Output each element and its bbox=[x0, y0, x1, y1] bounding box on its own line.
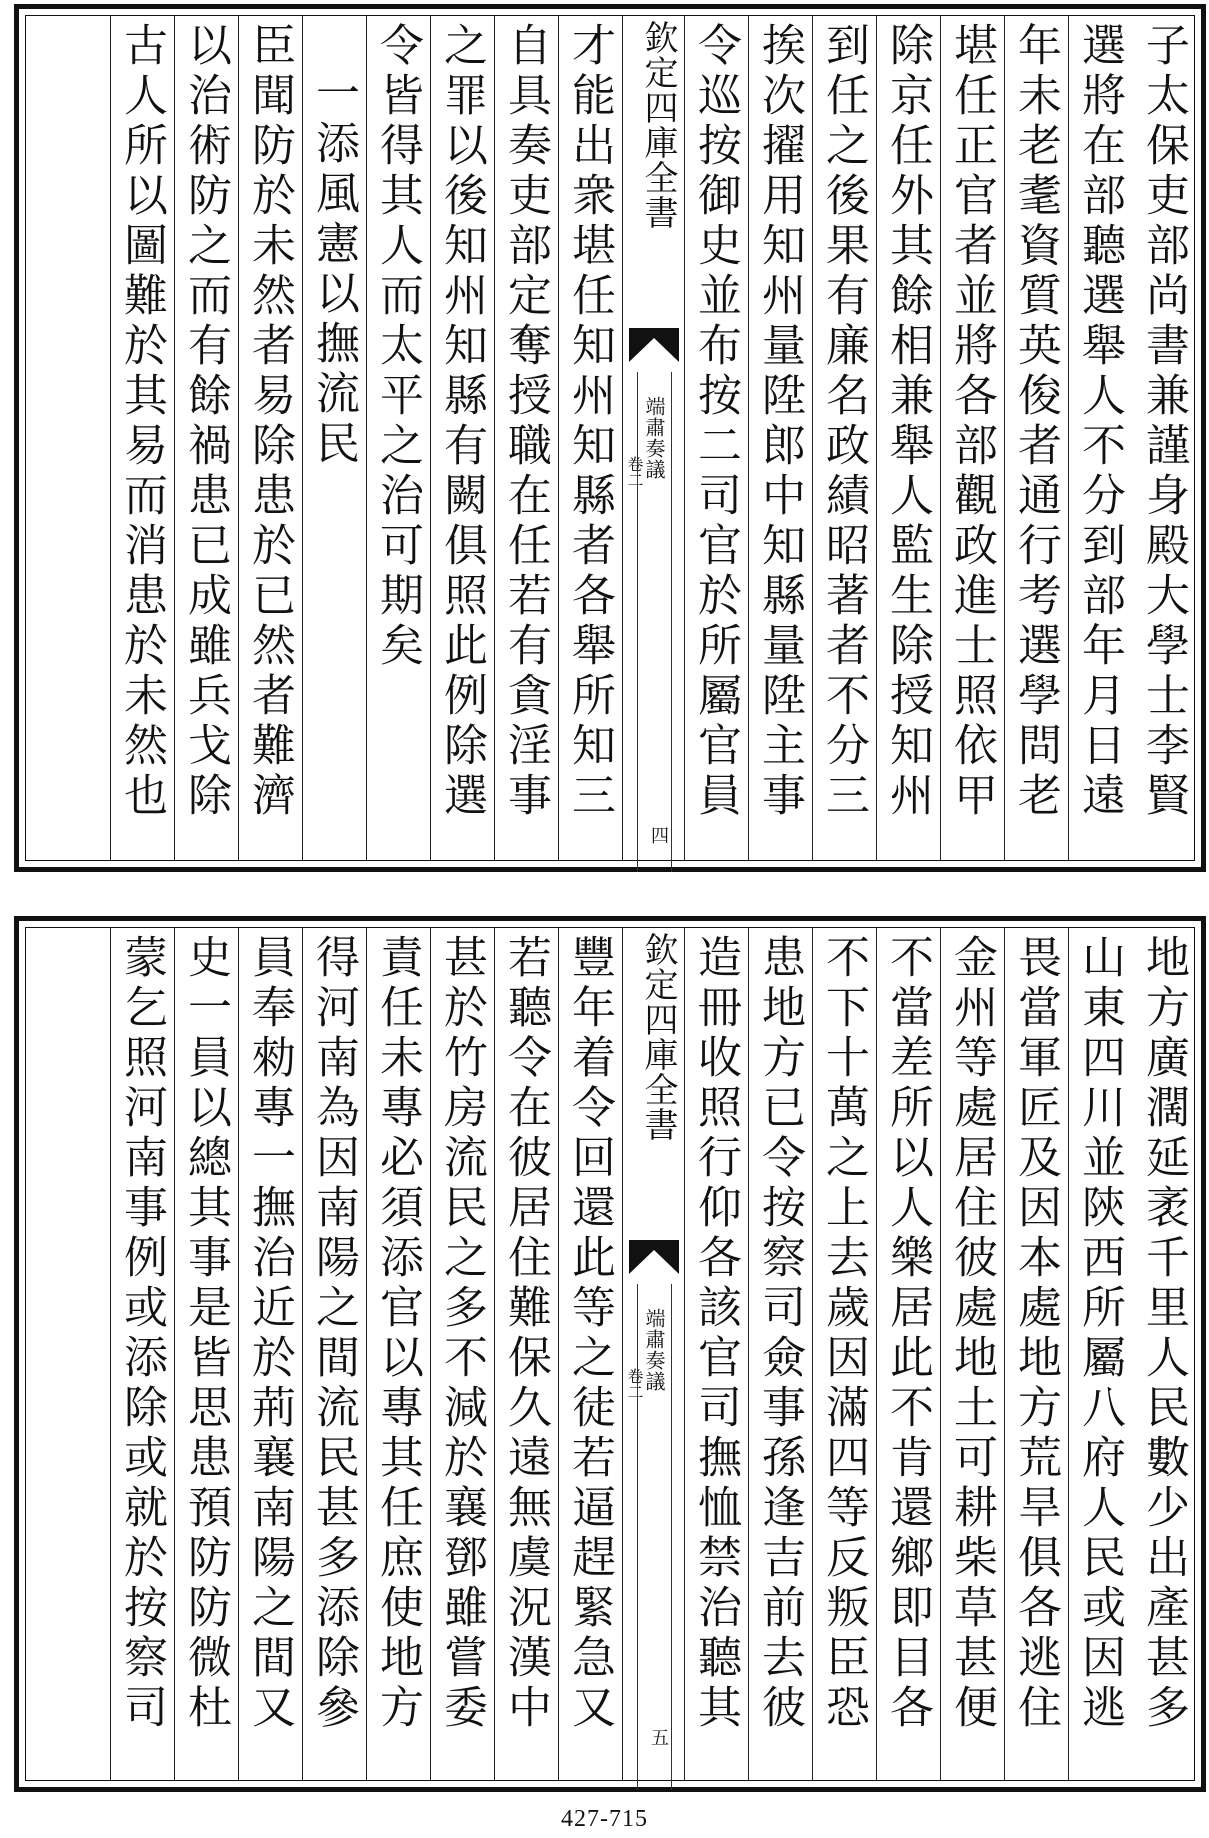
text-column: 到任之後果有廉名政績昭著者不分三 bbox=[812, 16, 876, 860]
text-column: 選將在部聽選舉人不分到部年月日遠 bbox=[1068, 16, 1132, 860]
text-column: 不當差所以人樂居此不肯還鄉即目各 bbox=[876, 928, 940, 1780]
fish-tail-mark-icon bbox=[629, 328, 679, 362]
catalog-page-number: 427-715 bbox=[561, 1806, 648, 1832]
text-column: 才能出衆堪任知州知縣者各舉所知三 bbox=[558, 16, 622, 860]
text-column: 山東四川並陝西所屬八府人民或因逃 bbox=[1068, 928, 1132, 1780]
text-column: 古人所以圖難於其易而消患於未然也 bbox=[110, 16, 174, 860]
text-column: 得河南為因南陽之間流民甚多添除參 bbox=[302, 928, 366, 1780]
text-column: 畏當軍匠及因本處地方荒旱俱各逃住 bbox=[1004, 928, 1068, 1780]
text-column: 除京任外其餘相兼舉人監生除授知州 bbox=[876, 16, 940, 860]
text-column: 令皆得其人而太平之治可期矣 bbox=[366, 16, 430, 860]
margin-volume: 卷二 bbox=[625, 456, 644, 488]
margin-page-number: 五 bbox=[648, 1728, 669, 1746]
text-column: 以治術防之而有餘禍患已成雖兵戈除 bbox=[174, 16, 238, 860]
center-margin-strip bbox=[622, 16, 684, 860]
section-heading-column: 一添風憲以撫流民 bbox=[302, 16, 366, 860]
upper-page-frame bbox=[25, 15, 1195, 861]
lower-page-frame bbox=[25, 927, 1195, 1781]
text-column: 臣聞防於未然者易除患於已然者難濟 bbox=[238, 16, 302, 860]
text-column: 豐年着令回還此等之徒若逼趕緊急又 bbox=[558, 928, 622, 1780]
text-column: 堪任正官者並將各部觀政進士照依甲 bbox=[940, 16, 1004, 860]
text-column: 地方廣濶延袤千里人民數少出產甚多 bbox=[1138, 934, 1189, 1734]
text-column: 員奉勑專一撫治近於荊襄南陽之間又 bbox=[238, 928, 302, 1780]
text-column: 史一員以總其事是皆思患預防防微杜 bbox=[174, 928, 238, 1780]
text-column: 患地方已令按察司僉事孫逢吉前去彼 bbox=[748, 928, 812, 1780]
text-column: 之罪以後知州知縣有闕俱照此例除選 bbox=[430, 16, 494, 860]
margin-book-subtitle: 端肅奏議 bbox=[642, 396, 666, 480]
text-column: 甚於竹房流民之多不減於襄鄧雖嘗委 bbox=[430, 928, 494, 1780]
upper-book-page bbox=[14, 4, 1206, 872]
margin-volume: 卷二 bbox=[625, 1368, 644, 1400]
fish-tail-mark-icon bbox=[629, 1240, 679, 1274]
text-column: 蒙乞照河南事例或添除或就於按察司 bbox=[110, 928, 174, 1780]
text-column: 令巡按御史並布按二司官於所屬官員 bbox=[684, 16, 748, 860]
text-column: 金州等處居住彼處地土可耕柴草甚便 bbox=[940, 928, 1004, 1780]
text-column: 年未老耄資質英俊者通行考選學問老 bbox=[1004, 16, 1068, 860]
center-margin-strip bbox=[622, 928, 684, 1780]
text-column: 不下十萬之上去歲因滿四等反叛臣恐 bbox=[812, 928, 876, 1780]
text-column: 挨次擢用知州量陞郎中知縣量陞主事 bbox=[748, 16, 812, 860]
text-column: 責任未專必須添官以專其任庶使地方 bbox=[366, 928, 430, 1780]
text-column: 造冊收照行仰各該官司撫恤禁治聽其 bbox=[684, 928, 748, 1780]
margin-book-subtitle: 端肅奏議 bbox=[642, 1308, 666, 1392]
text-column: 子太保吏部尚書兼謹身殿大學士李賢 bbox=[1138, 22, 1189, 822]
margin-book-title: 欽定四庫全書 bbox=[638, 932, 678, 1142]
margin-book-title: 欽定四庫全書 bbox=[638, 20, 678, 230]
text-column: 自具奏吏部定奪授職在任若有貪淫事 bbox=[494, 16, 558, 860]
lower-book-page bbox=[14, 916, 1206, 1792]
text-column: 若聽令在彼居住難保久遠無虞況漢中 bbox=[494, 928, 558, 1780]
margin-page-number: 四 bbox=[648, 826, 669, 844]
